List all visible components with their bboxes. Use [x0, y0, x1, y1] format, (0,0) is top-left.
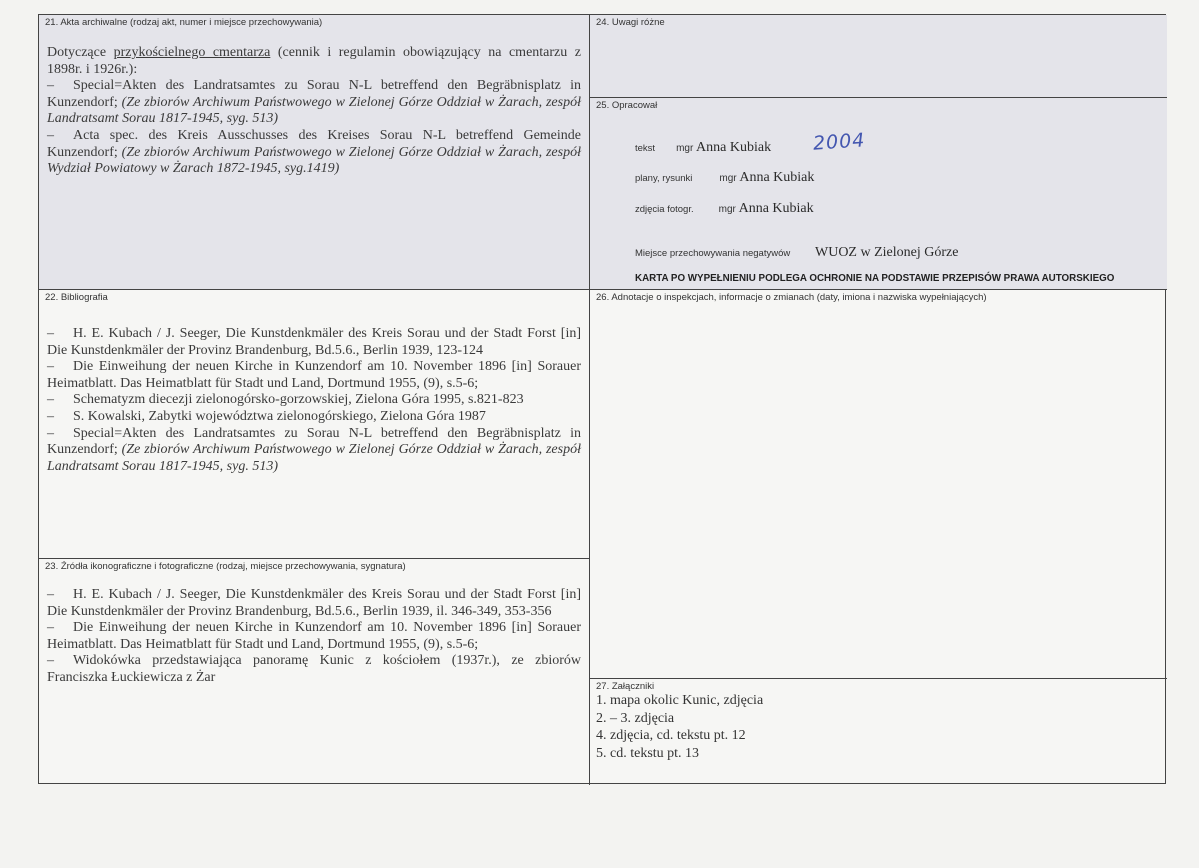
record-card-form [38, 14, 1166, 784]
section-26-header: 26. Adnotacje o inspekcjach, informacje o zmianach (daty, imiona i nazwiska wypełniających) [596, 292, 987, 303]
section-25-prepared-by [590, 98, 1167, 290]
attachment-item: 5. cd. tekstu pt. 13 [596, 745, 700, 761]
source-item: – Widokówka przedstawiająca panoramę Kunic z kościołem (1937r.), ze zbiorów Franciszka Łuckiewicza z Żar [47, 653, 581, 685]
section-21-item: – Acta spec. des Kreis Ausschusses des Kreises Sorau N-L betreffend Gemeinde Kunzendorf; (Ze zbiorów Archiwum Państwowego w Zielonej Górze Oddział w Żarach, zespół Wydział Powiatowy w Żarach 1872-1945, syg.1419) [47, 127, 581, 177]
text-author-row: tekst mgr Anna Kubiak [635, 140, 772, 155]
section-24-header: 24. Uwagi różne [596, 17, 665, 28]
drawings-author-row: plany, rysunki mgr Anna Kubiak [635, 170, 815, 185]
negatives-location-row: Miejsce przechowywania negatywów WUOZ w Zielonej Górze [635, 245, 959, 260]
handwritten-year: 2004 [812, 129, 867, 155]
bibliography-item: – H. E. Kubach / J. Seeger, Die Kunstdenkmäler des Kreis Sorau und der Stadt Forst [in] Die Kunstdenkmäler der Provinz Brandenburg, Bd.5.6., Berlin 1939, 123-124 [47, 326, 581, 358]
section-23-iconographic-sources [39, 559, 590, 785]
negatives-location-value: WUOZ w Zielonej Górze [815, 245, 959, 260]
section-23-body [47, 587, 581, 687]
section-22-body [47, 326, 581, 475]
section-23-header: 23. Źródła ikonograficzne i fotograficzne (rodzaj, miejsce przechowywania, sygnatura) [45, 561, 406, 572]
section-22-bibliography [39, 290, 590, 559]
section-21-body [47, 45, 581, 178]
bibliography-item: – Die Einweihung der neuen Kirche in Kunzendorf am 10. November 1896 [in] Sorauer Heimatblatt. Das Heimatblatt für Stadt und Land, Dortmund 1955, (9), s.5-6; [47, 359, 581, 391]
section-26-inspection-notes [590, 290, 1167, 679]
photos-author-row: zdjęcia fotogr. mgr Anna Kubiak [635, 201, 814, 216]
text-author-value: Anna Kubiak [696, 140, 772, 155]
section-21-header: 21. Akta archiwalne (rodzaj akt, numer i miejsce przechowywania) [45, 17, 323, 28]
section-22-header: 22. Bibliografia [45, 292, 108, 303]
attachment-item: 2. – 3. zdjęcia [596, 710, 675, 726]
section-21-archival-records [39, 15, 590, 290]
bibliography-item: – Schematyzm diecezji zielonogórsko-gorzowskiej, Zielona Góra 1995, s.821-823 [47, 392, 524, 408]
section-25-header: 25. Opracował [596, 100, 658, 111]
attachments-list [596, 692, 763, 762]
attachment-item: 1. mapa okolic Kunic, zdjęcia [596, 693, 764, 708]
copyright-notice: KARTA PO WYPEŁNIENIU PODLEGA OCHRONIE NA PODSTAWIE PRZEPISÓW PRAWA AUTORSKIEGO [635, 273, 1115, 284]
section-21-intro: Dotyczące przykościelnego cmentarza (cennik i regulamin obowiązujący na cmentarzu z 1898r. i 1926r.): [47, 45, 581, 77]
section-24-remarks [590, 15, 1167, 98]
bibliography-item: – Special=Akten des Landratsamtes zu Sorau N-L betreffend den Begräbnisplatz in Kunzendorf; (Ze zbiorów Archiwum Państwowego w Zielonej Górze Oddział w Żarach, zespół Landratsamt Sorau 1817-1945, syg. 513) [47, 425, 581, 474]
bibliography-item: – S. Kowalski, Zabytki województwa zielonogórskiego, Zielona Góra 1987 [47, 408, 486, 424]
source-item: – Die Einweihung der neuen Kirche in Kunzendorf am 10. November 1896 [in] Sorauer Heimatblatt. Das Heimatblatt für Stadt und Land, Dortmund 1955, (9), s.5-6; [47, 620, 581, 652]
section-21-item: – Special=Akten des Landratsamtes zu Sorau N-L betreffend den Begräbnisplatz in Kunzendorf; (Ze zbiorów Archiwum Państwowego w Zielonej Górze Oddział w Żarach, zespół Landratsamt Sorau 1817-1945, syg. 513) [47, 78, 581, 127]
source-item: – H. E. Kubach / J. Seeger, Die Kunstdenkmäler des Kreis Sorau und der Stadt Forst [in] Die Kunstdenkmäler der Provinz Brandenburg, Bd.5.6., Berlin 1939, il. 346-349, 353-356 [47, 587, 581, 619]
attachment-item: 4. zdjęcia, cd. tekstu pt. 12 [596, 728, 746, 743]
section-27-header: 27. Załączniki [596, 681, 655, 692]
